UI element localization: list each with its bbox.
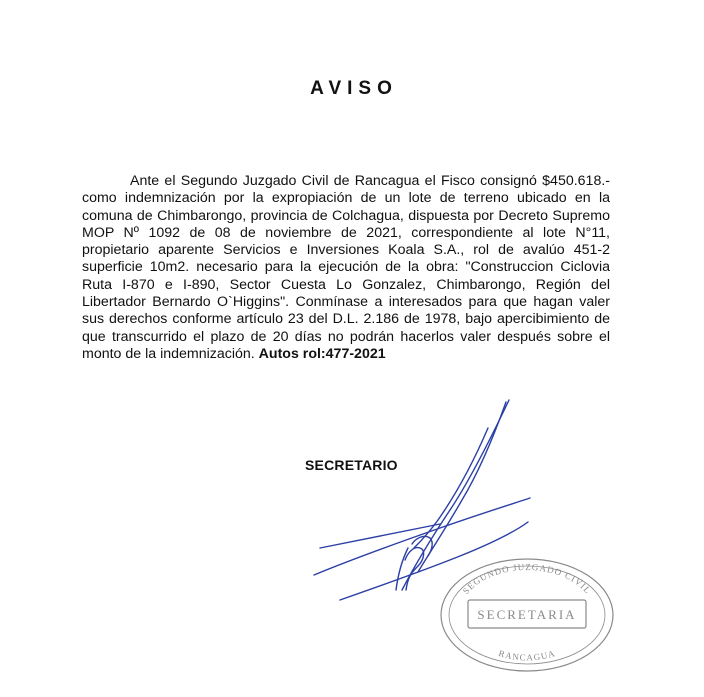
signature-stroke	[414, 428, 488, 548]
signature-stroke	[396, 548, 408, 590]
case-number: Autos rol:477-2021	[258, 345, 386, 362]
page-title: AVISO	[310, 78, 398, 99]
signature-stroke	[405, 548, 424, 590]
notice-text: Ante el Segundo Juzgado Civil de Rancagua el Fisco consignó $450.618.- como indemnización por la expropiación de un lote de terreno ubicado en la comuna de Chimbarongo, provincia de Colchagua, dispuesta por Decreto Supremo MOP Nº 1092 de 08 de noviembre de 2021, correspondiente al lote N°11, propietario aparente Servicios e Inversiones Koala S.A., rol de avalúo 451-2 superficie 10m2. necesario para la ejecución de la obra: "Construccion Ciclovia Ruta I-870 e I-890, Sector Cuesta Lo Gonzalez, Chimbarongo, Región del Libertador Bernardo O`Higgins". Conmínase a interesados para que hagan valer sus derechos conforme artículo 23 del D.L. 2.186 de 1978, bajo apercibimiento de que transcurrido el plazo de 20 días no podrán hacerlos valer después sobre el monto de la indemnización.	[82, 173, 610, 362]
stamp-top-text: SEGUNDO JUZGADO CIVIL	[460, 561, 594, 596]
signature-stroke	[412, 536, 432, 556]
stamp-center-text: SECRETARIA	[477, 607, 577, 622]
court-stamp	[438, 556, 616, 674]
signature-stroke	[320, 524, 440, 548]
signature-label: SECRETARIO	[305, 457, 398, 473]
notice-paragraph	[82, 173, 610, 363]
signature-stroke	[418, 402, 506, 572]
stamp-bottom-text: RANCAGUA	[497, 648, 557, 663]
